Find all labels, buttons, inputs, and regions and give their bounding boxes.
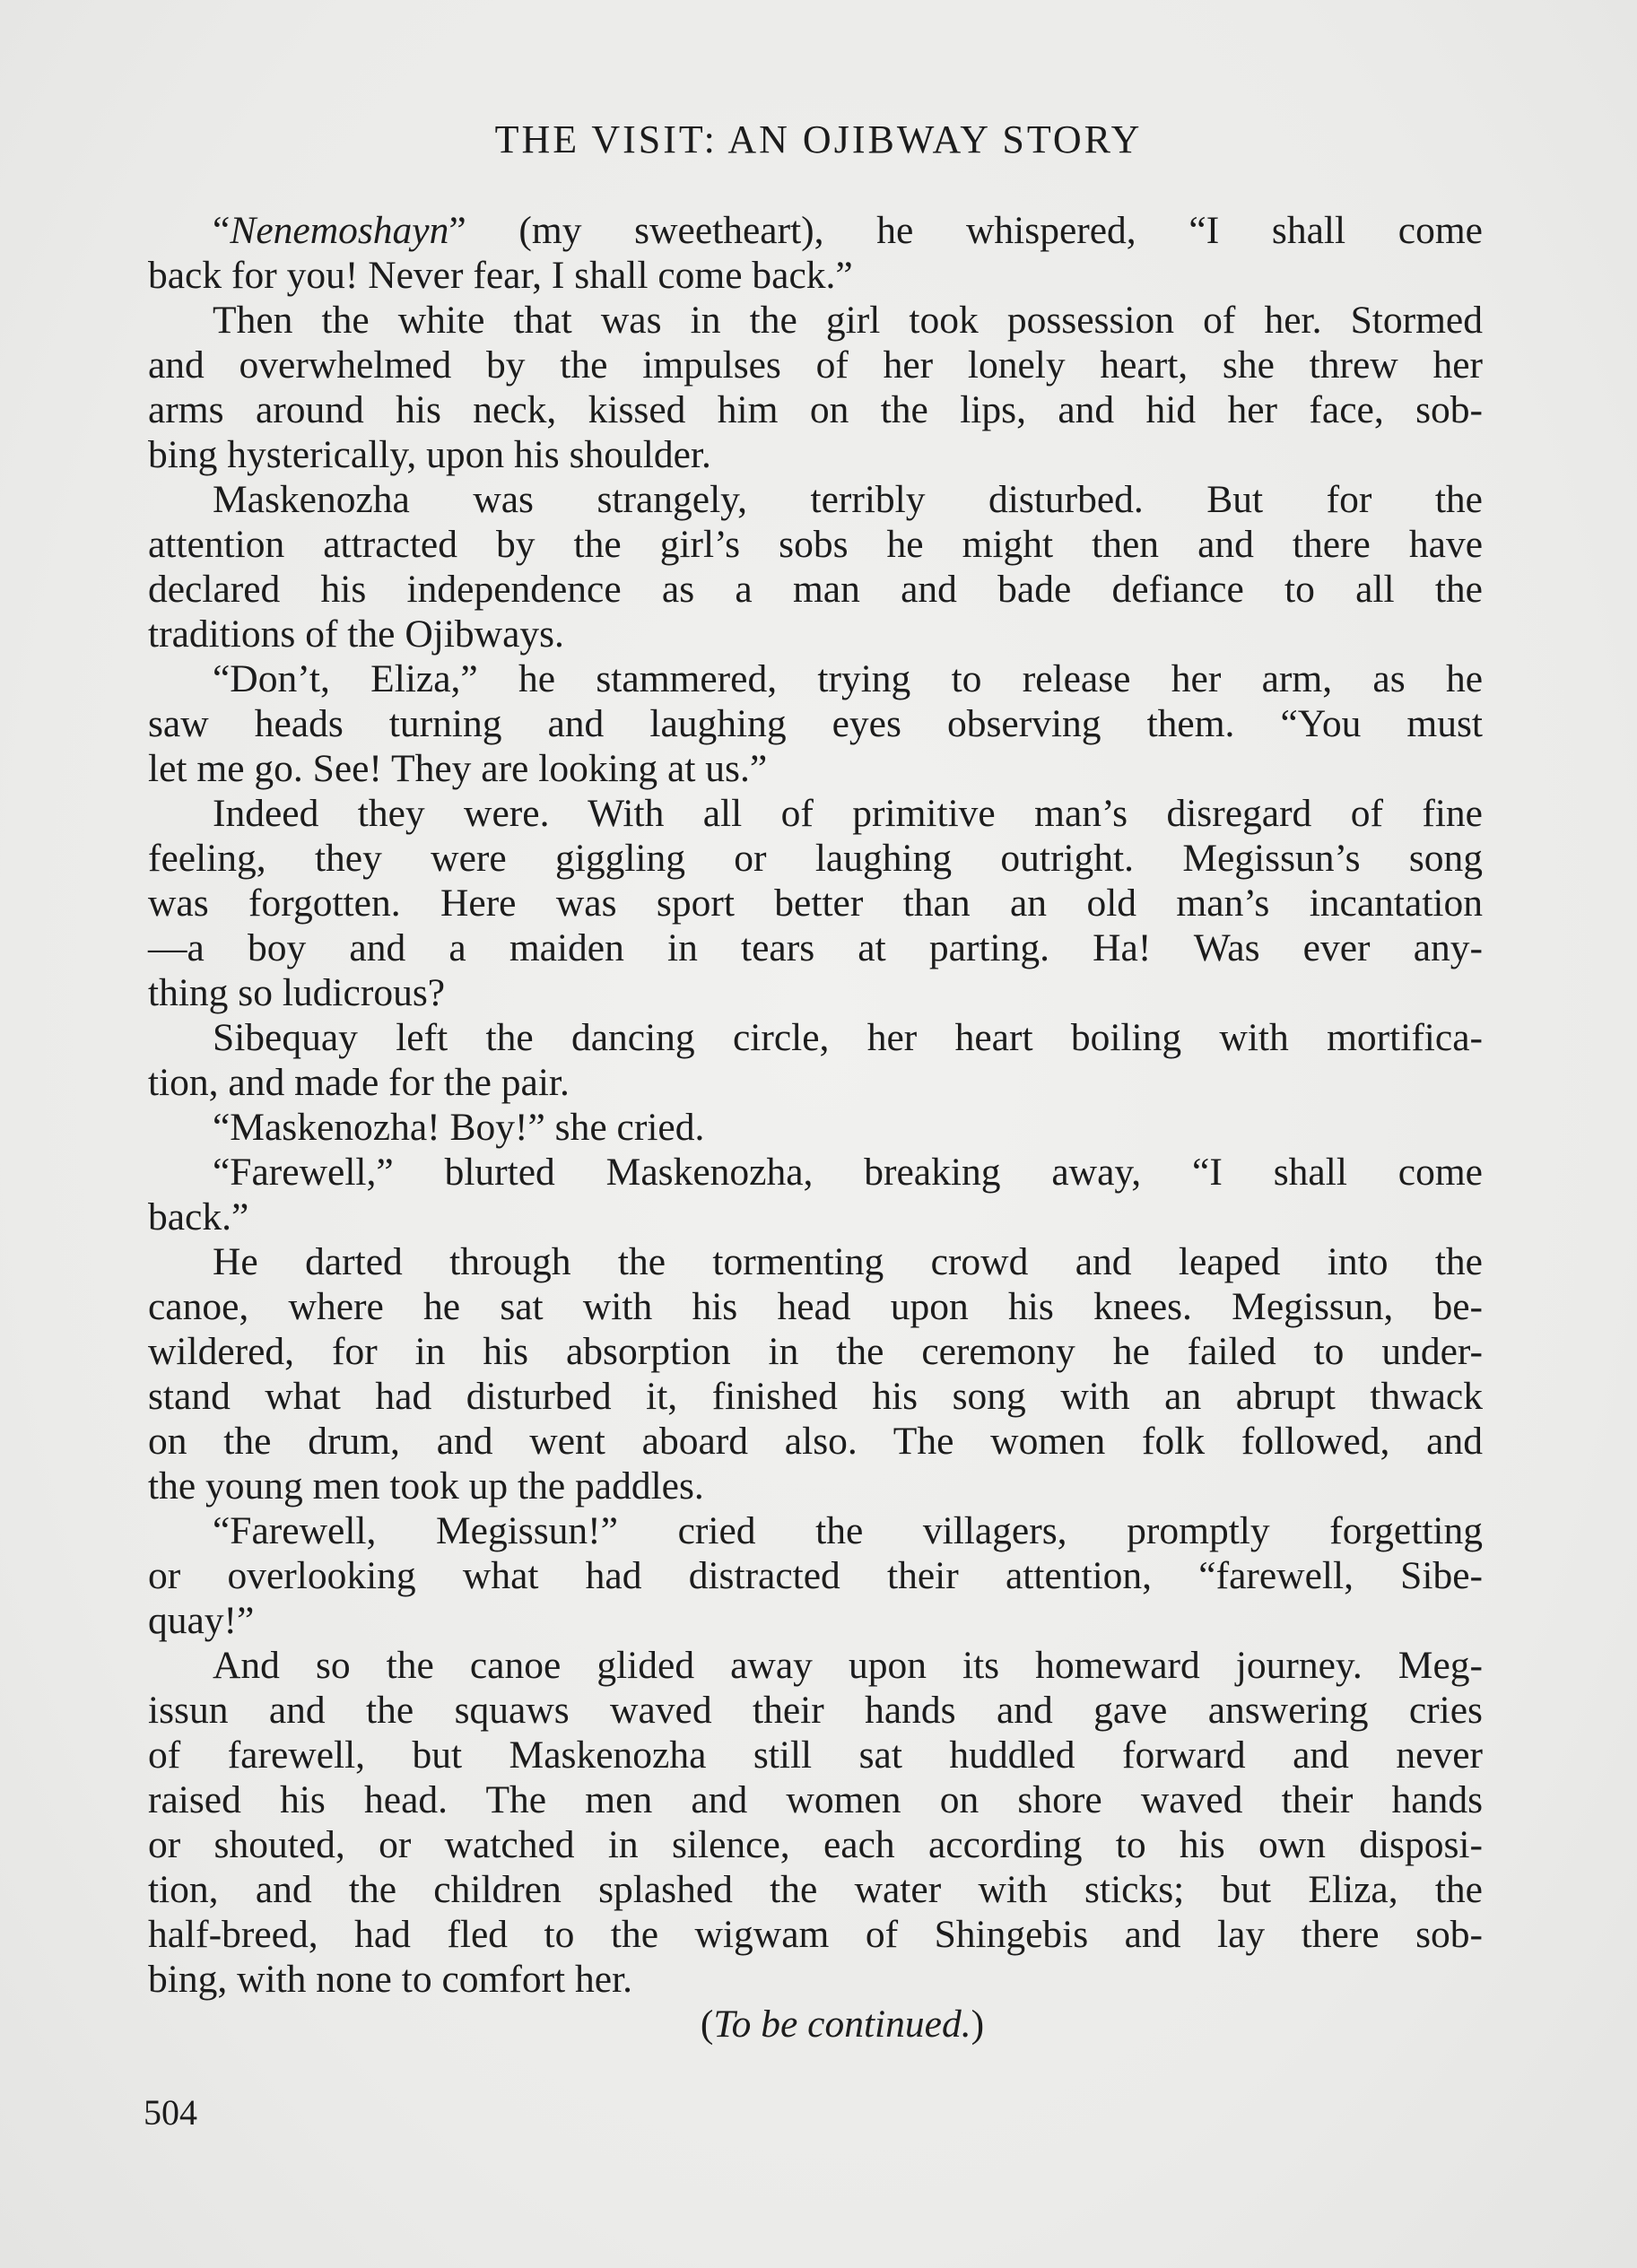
text-line: or overlooking what had distracted their attention, “farewell, Sibe- xyxy=(148,1554,1483,1597)
text-line: tion, and the children splashed the water with sticks; but Eliza, the xyxy=(148,1868,1483,1911)
text-line: —a boy and a maiden in tears at parting. Ha! Was ever any- xyxy=(148,926,1483,969)
text-line: back for you! Never fear, I shall come back.” xyxy=(148,254,853,297)
text-line: the young men took up the paddles. xyxy=(148,1464,704,1508)
continued-note: (To be continued.) xyxy=(700,2003,985,2046)
text-line: let me go. See! They are looking at us.” xyxy=(148,747,768,790)
text-line: canoe, where he sat with his head upon his knees. Megissun, be- xyxy=(148,1285,1483,1328)
text-line: bing hysterically, upon his shoulder. xyxy=(148,433,711,476)
text-line: He darted through the tormenting crowd and leaped into the xyxy=(213,1240,1483,1283)
text-line: issun and the squaws waved their hands and gave answering cries xyxy=(148,1689,1483,1732)
text-line: attention attracted by the girl’s sobs he might then and there have xyxy=(148,523,1483,566)
text-line: stand what had disturbed it, finished his song with an abrupt thwack xyxy=(148,1375,1483,1418)
body-text xyxy=(148,208,1483,2046)
text-line: of farewell, but Maskenozha still sat huddled forward and never xyxy=(148,1734,1483,1777)
page-number: 504 xyxy=(144,2092,197,2133)
text-line: back.” xyxy=(148,1195,249,1238)
text-line: or shouted, or watched in silence, each according to his own disposi- xyxy=(148,1823,1483,1866)
text-line: thing so ludicrous? xyxy=(148,971,446,1014)
text-line: arms around his neck, kissed him on the lips, and hid her face, sob- xyxy=(148,388,1483,431)
text-line: “Farewell,” blurted Maskenozha, breaking away, “I shall come xyxy=(213,1151,1483,1194)
continued-italic: To be continued. xyxy=(713,2003,971,2046)
text-line: was forgotten. Here was sport better than an old man’s incantation xyxy=(148,882,1483,925)
text-line: on the drum, and went aboard also. The women folk followed, and xyxy=(148,1420,1483,1463)
text-line: bing, with none to comfort her. xyxy=(148,1958,633,2001)
text-line: wildered, for in his absorption in the ceremony he failed to under- xyxy=(148,1330,1483,1373)
text-line: declared his independence as a man and bade defiance to all the xyxy=(148,568,1483,611)
text-line: traditions of the Ojibways. xyxy=(148,613,564,656)
text-line: Maskenozha was strangely, terribly disturbed. But for the xyxy=(213,478,1483,521)
text-line: Then the white that was in the girl took possession of her. Stormed xyxy=(213,299,1483,342)
text-line: “Maskenozha! Boy!” she cried. xyxy=(213,1106,705,1149)
text-line: quay!” xyxy=(148,1599,255,1642)
text-line: feeling, they were giggling or laughing outright. Megissun’s song xyxy=(148,837,1483,880)
italic-word: Nenemoshayn xyxy=(230,209,449,252)
text-line: “Nenemoshayn” (my sweetheart), he whispered, “I shall come xyxy=(213,209,1483,252)
text-line: Indeed they were. With all of primitive man’s disregard of fine xyxy=(213,792,1483,835)
text-line: And so the canoe glided away upon its homeward journey. Meg- xyxy=(213,1644,1483,1687)
text-line: raised his head. The men and women on shore waved their hands xyxy=(148,1778,1483,1821)
text-line: half-breed, had fled to the wigwam of Shingebis and lay there sob- xyxy=(148,1913,1483,1956)
text-line: “Don’t, Eliza,” he stammered, trying to release her arm, as he xyxy=(213,657,1483,700)
text-line: and overwhelmed by the impulses of her lonely heart, she threw her xyxy=(148,343,1483,387)
text-line: Sibequay left the dancing circle, her heart boiling with mortifica- xyxy=(213,1016,1483,1059)
text-line: saw heads turning and laughing eyes observing them. “You must xyxy=(148,702,1483,745)
text-line: tion, and made for the pair. xyxy=(148,1061,570,1104)
text-line: “Farewell, Megissun!” cried the villagers, promptly forgetting xyxy=(213,1509,1483,1552)
running-head: THE VISIT: AN OJIBWAY STORY xyxy=(494,117,1143,161)
